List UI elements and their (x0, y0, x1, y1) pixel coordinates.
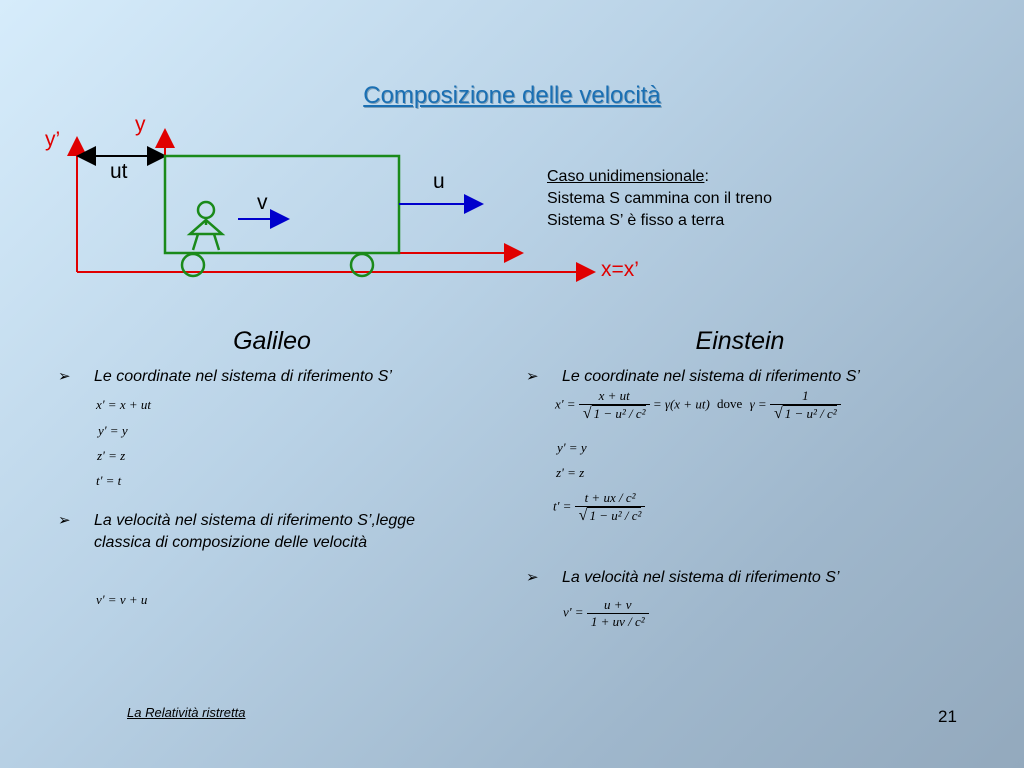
galileo-bullet-2-text: La velocità nel sistema di riferimento S’,legge classica di composizione delle velocità (94, 512, 416, 551)
eq-gamma-fraction: $\frac{1}{\text{√ 1 − u² / c²}}$ (770, 388, 841, 423)
galileo-eq-x: x' = x + ut (96, 397, 151, 412)
case-heading: Caso unidimensionale (547, 168, 705, 185)
einstein-bullet-1-text: Le coordinate nel sistema di riferimento S’ (562, 368, 860, 385)
ut-label: ut (110, 160, 128, 183)
eq-dove: dove (717, 396, 743, 412)
train-diagram (0, 0, 1024, 320)
eq-v-lhs: v' = (563, 604, 584, 620)
x-axis-label: x=x’ (601, 258, 639, 281)
einstein-bullet-1 (526, 366, 982, 388)
einstein-eq-t (553, 490, 645, 525)
einstein-eq-z: z' = z (556, 465, 585, 480)
bullet-arrow-icon: ➢ (526, 569, 539, 586)
galileo-bullet-1 (58, 366, 484, 388)
bullet-arrow-icon: ➢ (58, 512, 71, 529)
galileo-eq-v: v' = v + u (96, 592, 148, 607)
einstein-eq-x (555, 388, 841, 423)
eq-x-gamma: = γ(x + ut) (652, 396, 710, 412)
y-prime-axis-label: y’ (45, 128, 61, 151)
galileo-eq-z: z' = z (97, 448, 126, 463)
galileo-bullet-2 (58, 510, 454, 554)
eq-gamma-den: 1 − u² / c² (784, 406, 837, 421)
eq-v-den: 1 + uv / c² (590, 614, 645, 629)
bullet-arrow-icon: ➢ (526, 368, 539, 385)
page-number: 21 (938, 707, 957, 726)
case-line-2: Sistema S’ è fisso a terra (547, 212, 725, 229)
eq-gamma-num: 1 (770, 388, 841, 405)
eq-t-fraction: $\frac{\text{t + ux / c²}}{\text{√ 1 − u² / c²}}$ (575, 490, 646, 525)
v-label: v (257, 191, 268, 214)
eq-x-lhs: x' = (555, 396, 576, 412)
galileo-bullet-1-text: Le coordinate nel sistema di riferimento S’ (94, 368, 392, 385)
bullet-arrow-icon: ➢ (58, 368, 71, 385)
u-label: u (433, 170, 445, 193)
case-description (547, 166, 772, 232)
galileo-eq-y: y' = y (98, 423, 128, 438)
eq-gamma-lhs: γ = (749, 396, 767, 412)
footer-title: La Relatività ristretta (127, 705, 246, 720)
slide-title: Composizione delle velocità (363, 82, 661, 109)
eq-v-fraction (587, 597, 649, 630)
eq-x-num: x + ut (579, 388, 650, 405)
einstein-eq-v (563, 597, 649, 630)
galileo-eq-t: t' = t (96, 473, 122, 488)
case-colon: : (704, 168, 709, 185)
eq-v-num: u + v (587, 597, 649, 614)
eq-x-fraction: $\frac{x + ut}{\text{√ 1 − u² / c²}}$ (579, 388, 650, 423)
einstein-bullet-2 (526, 567, 982, 589)
eq-t-num: t + ux / c² (575, 490, 646, 507)
person-icon (190, 202, 222, 250)
eq-x-den: 1 − u² / c² (593, 406, 646, 421)
galileo-heading: Galileo (233, 327, 311, 355)
y-axis-label: y (135, 113, 146, 136)
eq-t-den: 1 − u² / c² (589, 508, 642, 523)
case-line-1: Sistema S cammina con il treno (547, 190, 772, 207)
einstein-heading: Einstein (695, 327, 785, 355)
einstein-bullet-2-text: La velocità nel sistema di riferimento S’ (562, 569, 840, 586)
eq-t-lhs: t' = (553, 498, 572, 514)
einstein-eq-y: y' = y (557, 440, 587, 455)
